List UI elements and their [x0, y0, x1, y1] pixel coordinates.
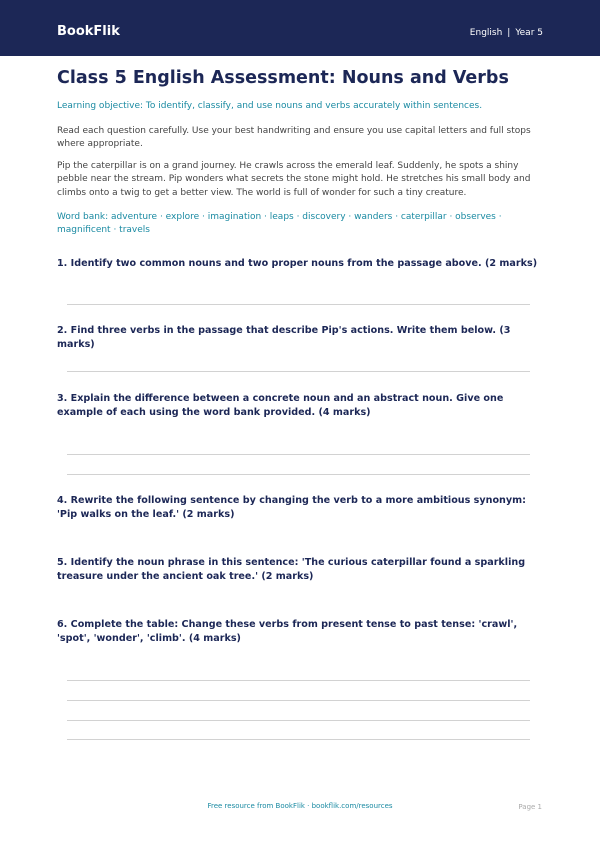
question-1: 1. Identify two common nouns and two proper nouns from the passage above. (2 marks) [57, 258, 538, 269]
question-3: 3. Explain the difference between a concrete noun and an abstract noun. Give one example of each using the word bank provided. (4 marks) [57, 393, 504, 418]
header-bar [0, 0, 600, 56]
answer-line-q3-1[interactable] [67, 454, 530, 455]
year-label: Year 5 [515, 28, 543, 38]
answer-line-q6-3[interactable] [67, 720, 530, 721]
answer-line-q6-2[interactable] [67, 700, 530, 701]
question-4: 4. Rewrite the following sentence by changing the verb to a more ambitious synonym: 'Pip walks on the leaf.' (2 marks) [57, 495, 526, 520]
subject-year-label [470, 26, 543, 40]
word-bank: Word bank: adventure · explore · imagination · leaps · discovery · wanders · caterpillar · observes · magnificent · travels [57, 212, 502, 236]
instructions-text: Read each question carefully. Use your best handwriting and ensure you use capital letters and full stops where appropriate. [57, 126, 531, 150]
answer-line-q1[interactable] [67, 304, 530, 305]
reading-passage: Pip the caterpillar is on a grand journey. He crawls across the emerald leaf. Suddenly, he spots a shiny pebble near the stream. Pip wonders what secrets the stone might hold. He stretches his small body and climbs onto a twig to get a better view. The world is full of wonder for such a tiny creature. [57, 161, 531, 198]
question-5: 5. Identify the noun phrase in this sentence: 'The curious caterpillar found a sparkling treasure under the ancient oak tree.' (2 marks) [57, 557, 526, 582]
answer-line-q6-4[interactable] [67, 739, 530, 740]
answer-line-q3-2[interactable] [67, 474, 530, 475]
page-number: Page 1 [518, 803, 542, 811]
header-separator: | [507, 28, 511, 38]
page-title: Class 5 English Assessment: Nouns and Verbs [57, 68, 509, 88]
footer-resource-link[interactable]: Free resource from BookFlik · bookflik.com/resources [207, 802, 393, 810]
question-2: 2. Find three verbs in the passage that describe Pip's actions. Write them below. (3 marks) [57, 325, 511, 350]
subject-label: English [469, 28, 503, 38]
brand-logo[interactable]: BookFlik [57, 24, 120, 39]
answer-line-q6-1[interactable] [67, 680, 530, 681]
learning-objective: Learning objective: To identify, classify, and use nouns and verbs accurately within sentences. [57, 101, 483, 111]
answer-line-q2[interactable] [67, 371, 530, 372]
question-6: 6. Complete the table: Change these verbs from present tense to past tense: 'crawl', 'spot', 'wonder', 'climb'. (4 marks) [57, 619, 518, 644]
